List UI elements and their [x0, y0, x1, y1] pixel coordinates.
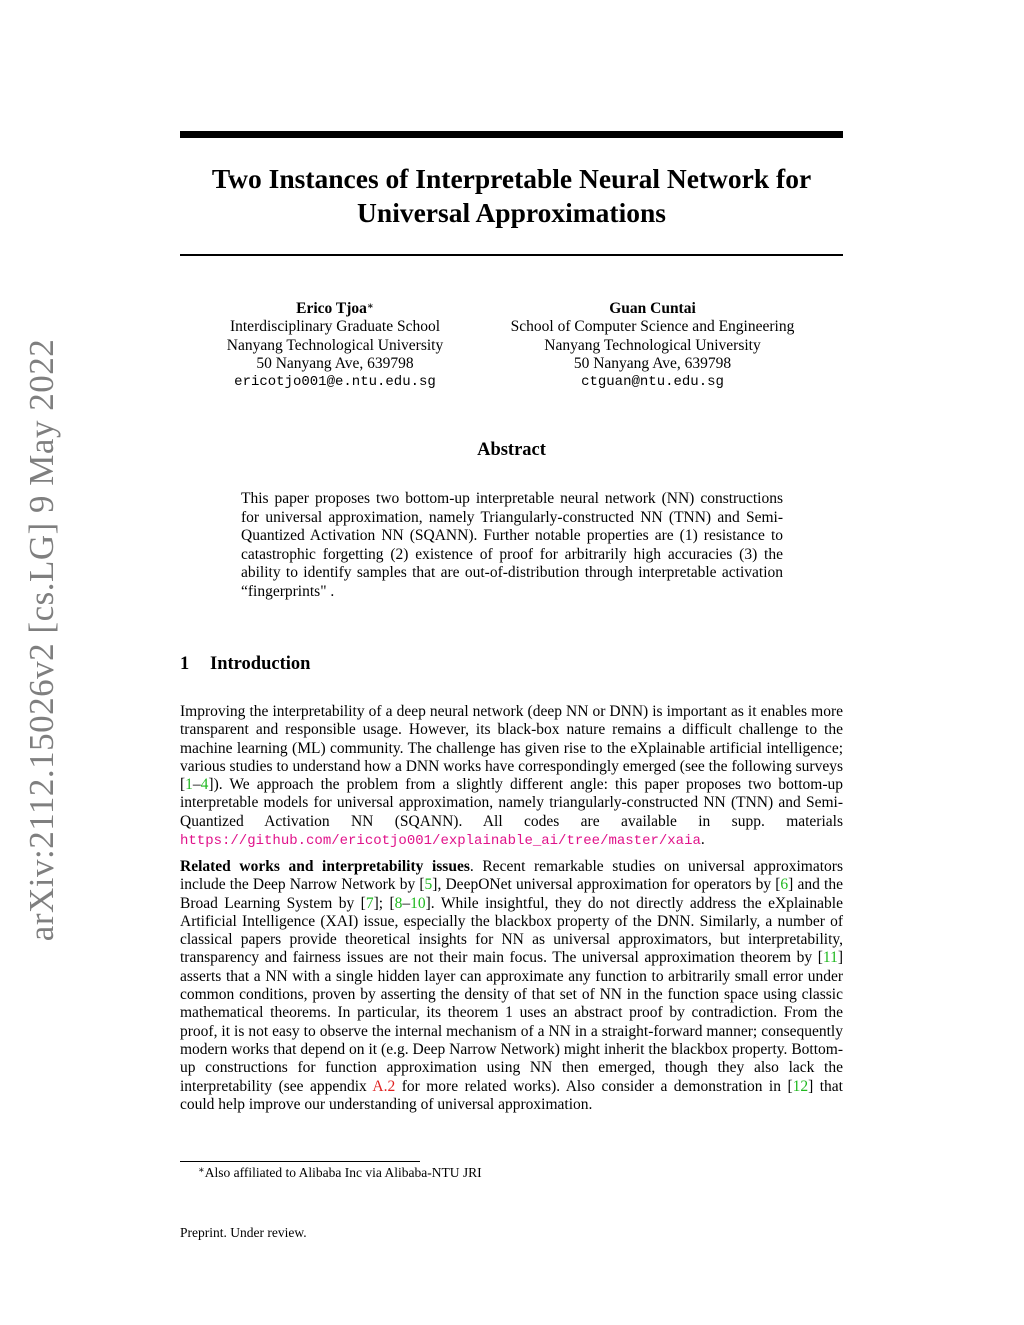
author-block-2 — [490, 300, 815, 391]
author-email: ericotjo001@e.ntu.edu.sg — [234, 374, 436, 391]
author-address: 50 Nanyang Ave, 639798 — [256, 354, 414, 372]
citation-link[interactable]: 6 — [780, 876, 789, 894]
citation-link[interactable]: 1 — [185, 776, 193, 794]
title-top-rule — [180, 131, 843, 138]
paragraph-text: for more related works). Also consider a demonstration in [ — [395, 1077, 793, 1095]
paragraph-text: ] that could help improve our understanding of universal approximation. — [180, 1077, 843, 1113]
paragraph-text: ]). We approach the problem from a slightly different angle: this paper proposes two bottom-up interpretable models for universal approximation, namely triangularly-constructed NN (TNN) and Semi-Quantized Activation NN (SQANN). All codes are available in supp. materials — [180, 776, 843, 830]
related-works-paragraph — [180, 858, 843, 1114]
paper-title — [180, 162, 843, 230]
author-name: Guan Cuntai — [609, 300, 696, 317]
paragraph-text: – — [402, 894, 411, 912]
footnote — [198, 1165, 482, 1181]
author-email: ctguan@ntu.edu.sg — [581, 374, 724, 391]
paragraph-text: ]. While insightful, they do not directly address the eXplainable Artificial Intelligence (XAI) issue, especially the blackbox property of the DNN. Similarly, a number of classical papers provide theoretical insights for NN as universal approximators, but interpretability, transparency and fairness issues are not their main focus. The universal approximation theorem by [ — [180, 894, 843, 967]
author-institution: Nanyang Technological University — [544, 336, 761, 354]
citation-link[interactable]: 11 — [822, 949, 838, 967]
section-number: 1 — [180, 654, 190, 674]
citation-link[interactable]: 10 — [410, 894, 426, 912]
abstract-text: This paper proposes two bottom-up interpretable neural network (NN) constructions for universal approximation, namely Triangularly-constructed NN (TNN) and Semi-Quantized Activation NN (SQANN). Further notable properties are (1) resistance to catastrophic forgetting (2) existence of proof for arbitrarily high accuracies (3) the ability to identify samples that are out-of-distribution through interpretable activation “fingerprints" . — [241, 490, 783, 600]
citation-link[interactable]: 4 — [200, 776, 209, 794]
abstract-heading: Abstract — [477, 440, 546, 460]
paragraph-text: ], DeepONet universal approximation for operators by [ — [432, 876, 781, 894]
paragraph-text: ] asserts that a NN with a single hidden layer can approximate any function to arbitrarily small error under common conditions, proven by asserting the density of that set of NN in the function space using classic mathematical theorems. In particular, its theorem 1 uses an abstract proof by contradiction. From the proof, it is not easy to observe the internal mechanism of a NN in a straight-forward manner; consequently modern works that depend on it (e.g. Deep Narrow Network) might inherit the blackbox property. Bottom-up constructions for function approximation using NN then emerged, though they also lack the interpretability (see appendix — [180, 949, 843, 1095]
title-line-2: Universal Approximations — [357, 197, 666, 228]
section-title: Introduction — [210, 654, 311, 674]
paragraph-text: ] and the Broad Learning System by [ — [180, 876, 843, 912]
citation-link[interactable]: 7 — [365, 894, 374, 912]
citation-link[interactable]: 12 — [792, 1077, 809, 1095]
appendix-reference-link[interactable]: A.2 — [372, 1077, 396, 1095]
paragraph-lead-heading: Related works and interpretability issues — [180, 858, 470, 875]
title-bottom-rule — [180, 254, 843, 256]
author-affiliation: Interdisciplinary Graduate School — [229, 318, 441, 336]
paragraph-text: . — [700, 831, 705, 849]
citation-link[interactable]: 8 — [394, 894, 403, 912]
paragraph-text: ]; [ — [373, 894, 395, 912]
citation-link[interactable]: 5 — [424, 876, 433, 894]
footnote-marker: ∗ — [366, 301, 374, 312]
footnote-divider — [180, 1161, 420, 1162]
footnote-text: Also affiliated to Alibaba Inc via Alibaba-NTU JRI — [204, 1165, 482, 1180]
section-heading-introduction — [180, 654, 843, 675]
introduction-paragraph-1 — [180, 703, 843, 850]
author-name: Erico Tjoa — [296, 300, 367, 317]
paragraph-text: – — [192, 776, 201, 794]
paragraph-text: . Recent remarkable studies on universal approximators include the Deep Narrow Network by [ — [180, 858, 843, 894]
author-address: 50 Nanyang Ave, 639798 — [573, 354, 732, 372]
author-affiliation: School of Computer Science and Engineering — [510, 318, 795, 336]
footnote-marker: ∗ — [198, 1165, 205, 1176]
paragraph-text: Improving the interpretability of a deep neural network (deep NN or DNN) is important as it enables more transparent and responsible usage. However, its black-box nature remains a difficult challenge to the machine learning (ML) community. The challenge has given rise to the eXplainable artificial intelligence; various studies to understand how a DNN works have correspondingly emerged (see the following surveys [ — [180, 703, 843, 794]
author-block-1 — [200, 300, 470, 391]
github-url-link[interactable]: https://github.com/ericotjo001/explainable_ai/tree/master/xaia — [180, 833, 701, 850]
title-line-1: Two Instances of Interpretable Neural Network for — [211, 163, 812, 194]
page-footer: Preprint. Under review. — [180, 1225, 307, 1240]
arxiv-identifier-stamp: arXiv:2112.15026v2 [cs.LG] 9 May 2022 — [22, 338, 61, 942]
author-institution: Nanyang Technological University — [226, 336, 444, 354]
